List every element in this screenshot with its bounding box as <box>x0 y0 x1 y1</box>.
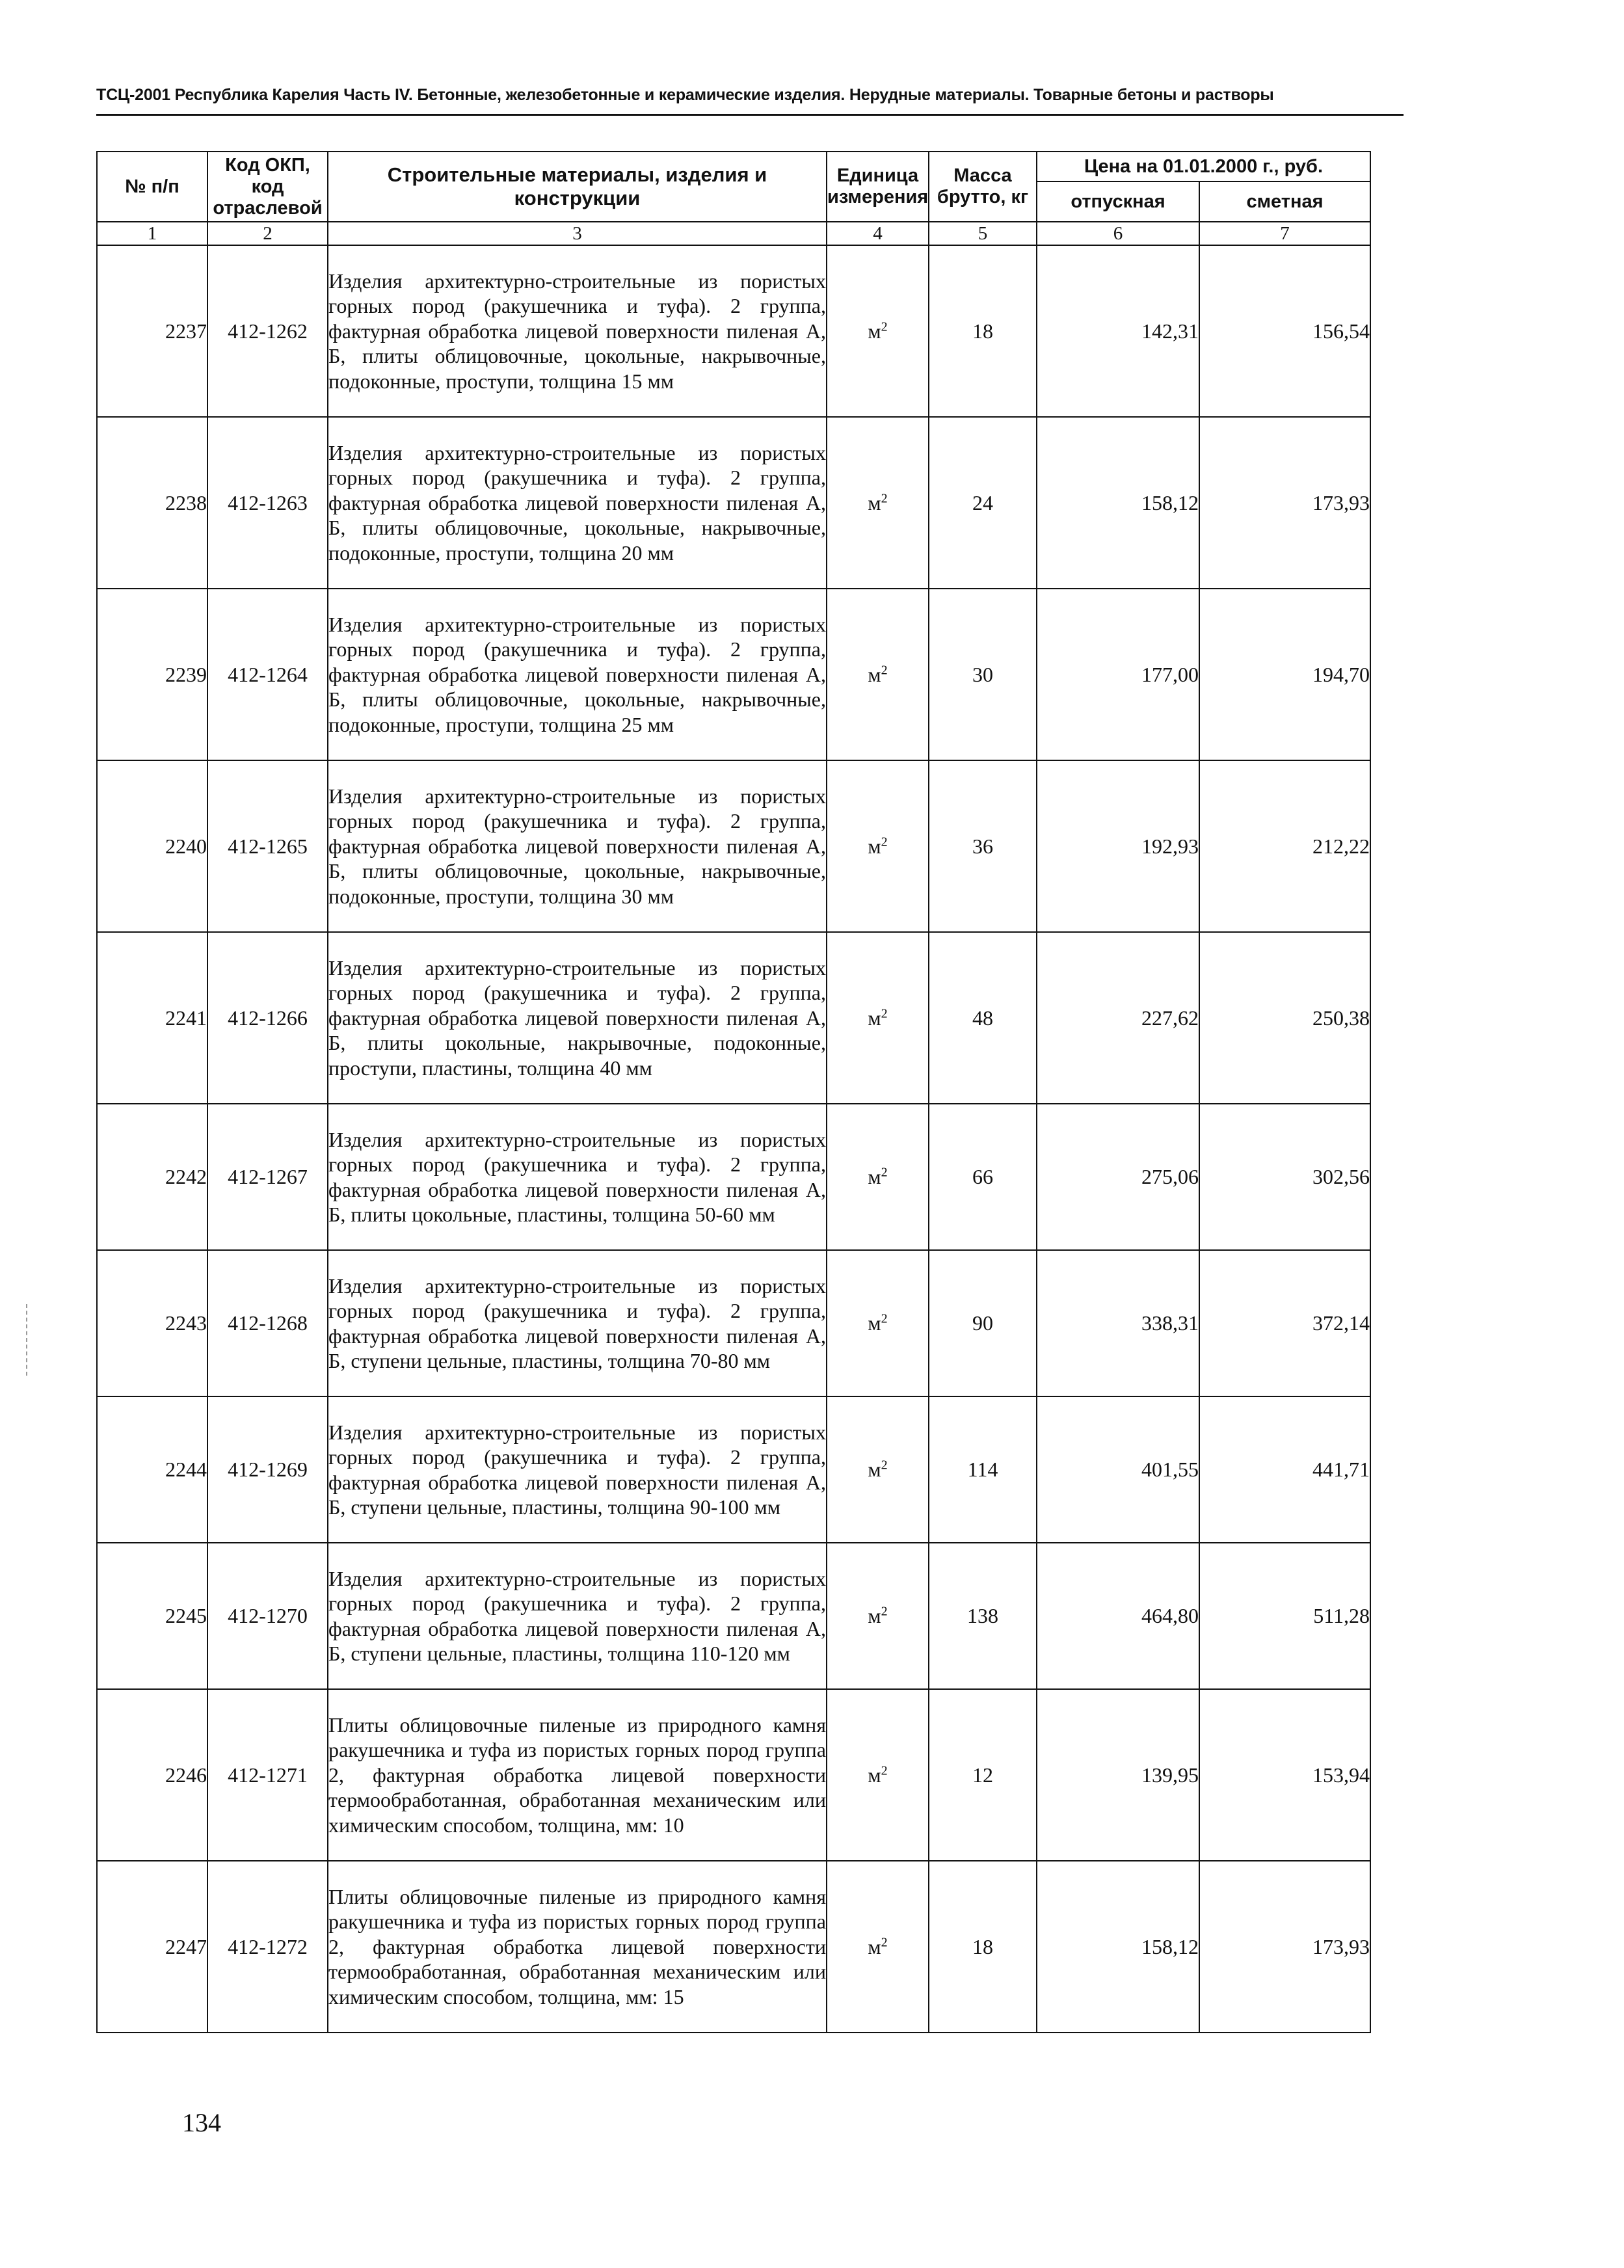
unit-exponent: 2 <box>881 1458 888 1473</box>
table-row <box>97 1543 1370 1689</box>
row-description: Изделия архитектурно-строительные из пористых горных пород (ракушечника и туфа). 2 группа, фактурная обработка лицевой поверхности пиленая А, Б, ступени цельные, пластины, толщина 70-80 мм <box>328 1250 827 1396</box>
row-unit <box>827 760 929 932</box>
row-price-release: 139,95 <box>1037 1689 1199 1861</box>
row-number: 2241 <box>97 932 207 1104</box>
row-description: Плиты облицовочные пиленые из природного камня ракушечника и туфа из пористых горных пород группа 2, фактурная обработка лицевой поверхности термообработанная, обработанная механическим или химическим способом, толщина, мм: 10 <box>328 1689 827 1861</box>
column-number: 1 <box>97 222 207 245</box>
unit-exponent: 2 <box>881 1934 888 1949</box>
row-code: 412-1270 <box>207 1543 328 1689</box>
table-row <box>97 1250 1370 1396</box>
column-number: 4 <box>827 222 929 245</box>
column-number: 2 <box>207 222 328 245</box>
row-price-estimate: 441,71 <box>1199 1396 1370 1543</box>
row-number: 2244 <box>97 1396 207 1543</box>
row-code: 412-1272 <box>207 1861 328 2033</box>
table-row <box>97 760 1370 932</box>
header-price-group: Цена на 01.01.2000 г., руб. <box>1037 152 1370 181</box>
row-price-release: 227,62 <box>1037 932 1199 1104</box>
row-price-release: 338,31 <box>1037 1250 1199 1396</box>
row-price-release: 192,93 <box>1037 760 1199 932</box>
header-row-1 <box>97 152 1370 181</box>
row-number: 2237 <box>97 245 207 417</box>
row-price-estimate: 250,38 <box>1199 932 1370 1104</box>
row-number: 2245 <box>97 1543 207 1689</box>
row-code: 412-1262 <box>207 245 328 417</box>
row-price-estimate: 156,54 <box>1199 245 1370 417</box>
row-code: 412-1269 <box>207 1396 328 1543</box>
row-price-release: 275,06 <box>1037 1104 1199 1250</box>
unit-base: м <box>868 319 881 343</box>
row-price-release: 142,31 <box>1037 245 1199 417</box>
row-number: 2238 <box>97 417 207 589</box>
row-number: 2239 <box>97 589 207 760</box>
row-unit <box>827 589 929 760</box>
unit-exponent: 2 <box>881 1165 888 1180</box>
unit-exponent: 2 <box>881 1604 888 1619</box>
row-price-estimate: 194,70 <box>1199 589 1370 760</box>
price-table <box>96 151 1371 2033</box>
row-number: 2247 <box>97 1861 207 2033</box>
row-unit <box>827 1104 929 1250</box>
table-row <box>97 417 1370 589</box>
column-number: 5 <box>929 222 1037 245</box>
row-number: 2246 <box>97 1689 207 1861</box>
row-mass: 48 <box>929 932 1037 1104</box>
row-unit <box>827 417 929 589</box>
row-mass: 90 <box>929 1250 1037 1396</box>
row-price-estimate: 212,22 <box>1199 760 1370 932</box>
row-price-estimate: 511,28 <box>1199 1543 1370 1689</box>
column-number: 6 <box>1037 222 1199 245</box>
unit-exponent: 2 <box>881 319 888 334</box>
column-number-row <box>97 222 1370 245</box>
row-code: 412-1266 <box>207 932 328 1104</box>
row-description: Изделия архитектурно-строительные из пористых горных пород (ракушечника и туфа). 2 группа, фактурная обработка лицевой поверхности пиленая А, Б, плиты облицовочные, цокольные, накрывочные, подоконные, проступи, толщина 15 мм <box>328 245 827 417</box>
row-code: 412-1263 <box>207 417 328 589</box>
row-price-estimate: 302,56 <box>1199 1104 1370 1250</box>
table-row <box>97 1396 1370 1543</box>
row-number: 2243 <box>97 1250 207 1396</box>
row-mass: 114 <box>929 1396 1037 1543</box>
row-price-release: 177,00 <box>1037 589 1199 760</box>
row-description: Изделия архитектурно-строительные из пористых горных пород (ракушечника и туфа). 2 группа, фактурная обработка лицевой поверхности пиленая А, Б, ступени цельные, пластины, толщина 90-100 мм <box>328 1396 827 1543</box>
column-number: 3 <box>328 222 827 245</box>
header-price-release: отпускная <box>1037 181 1199 222</box>
table-body <box>97 245 1370 2033</box>
row-description: Изделия архитектурно-строительные из пористых горных пород (ракушечника и туфа). 2 группа, фактурная обработка лицевой поверхности пиленая А, Б, плиты облицовочные, цокольные, накрывочные, подоконные, проступи, толщина 20 мм <box>328 417 827 589</box>
unit-exponent: 2 <box>881 1763 888 1778</box>
header-mass: Масса брутто, кг <box>929 152 1037 222</box>
unit-exponent: 2 <box>881 1311 888 1326</box>
table-row <box>97 1104 1370 1250</box>
header-code: Код ОКП, код отраслевой <box>207 152 328 222</box>
row-unit <box>827 1689 929 1861</box>
unit-exponent: 2 <box>881 662 888 677</box>
table-row <box>97 932 1370 1104</box>
row-description: Изделия архитектурно-строительные из пористых горных пород (ракушечника и туфа). 2 группа, фактурная обработка лицевой поверхности пиленая А, Б, плиты облицовочные, цокольные, накрывочные, подоконные, проступи, толщина 25 мм <box>328 589 827 760</box>
row-description: Плиты облицовочные пиленые из природного камня ракушечника и туфа из пористых горных пород группа 2, фактурная обработка лицевой поверхности термообработанная, обработанная механическим или химическим способом, толщина, мм: 15 <box>328 1861 827 2033</box>
unit-exponent: 2 <box>881 834 888 849</box>
unit-base: м <box>868 1604 881 1627</box>
table-row <box>97 1689 1370 1861</box>
row-description: Изделия архитектурно-строительные из пористых горных пород (ракушечника и туфа). 2 группа, фактурная обработка лицевой поверхности пиленая А, Б, плиты облицовочные, цокольные, накрывочные, подоконные, проступи, толщина 30 мм <box>328 760 827 932</box>
row-mass: 138 <box>929 1543 1037 1689</box>
unit-base: м <box>868 1763 881 1787</box>
row-unit <box>827 1861 929 2033</box>
row-description: Изделия архитектурно-строительные из пористых горных пород (ракушечника и туфа). 2 группа, фактурная обработка лицевой поверхности пиленая А, Б, плиты цокольные, пластины, толщина 50-60 мм <box>328 1104 827 1250</box>
header-unit: Единица измерения <box>827 152 929 222</box>
row-number: 2240 <box>97 760 207 932</box>
row-unit <box>827 1543 929 1689</box>
row-code: 412-1264 <box>207 589 328 760</box>
row-price-estimate: 173,93 <box>1199 417 1370 589</box>
table-row <box>97 1861 1370 2033</box>
row-description: Изделия архитектурно-строительные из пористых горных пород (ракушечника и туфа). 2 группа, фактурная обработка лицевой поверхности пиленая А, Б, плиты цокольные, накрывочные, подоконные, проступи, пластины, толщина 40 мм <box>328 932 827 1104</box>
row-mass: 66 <box>929 1104 1037 1250</box>
row-mass: 24 <box>929 417 1037 589</box>
unit-base: м <box>868 1311 881 1335</box>
row-unit <box>827 932 929 1104</box>
row-price-estimate: 372,14 <box>1199 1250 1370 1396</box>
running-head: ТСЦ-2001 Республика Карелия Часть IV. Бетонные, железобетонные и керамические изделия. Нерудные материалы. Товарные бетоны и растворы <box>96 86 1274 104</box>
unit-base: м <box>868 1458 881 1481</box>
row-description: Изделия архитектурно-строительные из пористых горных пород (ракушечника и туфа). 2 группа, фактурная обработка лицевой поверхности пиленая А, Б, ступени цельные, пластины, толщина 110-120 мм <box>328 1543 827 1689</box>
row-number: 2242 <box>97 1104 207 1250</box>
unit-exponent: 2 <box>881 490 888 505</box>
unit-base: м <box>868 1165 881 1188</box>
unit-base: м <box>868 1006 881 1030</box>
row-unit <box>827 245 929 417</box>
column-number: 7 <box>1199 222 1370 245</box>
row-mass: 30 <box>929 589 1037 760</box>
row-mass: 12 <box>929 1689 1037 1861</box>
row-price-release: 464,80 <box>1037 1543 1199 1689</box>
row-price-release: 401,55 <box>1037 1396 1199 1543</box>
row-code: 412-1268 <box>207 1250 328 1396</box>
row-price-release: 158,12 <box>1037 1861 1199 2033</box>
header-price-estimate: сметная <box>1199 181 1370 222</box>
header-num: № п/п <box>97 152 207 222</box>
row-price-release: 158,12 <box>1037 417 1199 589</box>
header-name: Строительные материалы, изделия и конструкции <box>328 152 827 222</box>
row-code: 412-1271 <box>207 1689 328 1861</box>
page-number: 134 <box>182 2108 221 2137</box>
row-unit <box>827 1250 929 1396</box>
row-price-estimate: 153,94 <box>1199 1689 1370 1861</box>
unit-base: м <box>868 1934 881 1958</box>
unit-exponent: 2 <box>881 1006 888 1021</box>
row-code: 412-1267 <box>207 1104 328 1250</box>
row-unit <box>827 1396 929 1543</box>
unit-base: м <box>868 490 881 514</box>
row-mass: 36 <box>929 760 1037 932</box>
row-mass: 18 <box>929 1861 1037 2033</box>
unit-base: м <box>868 834 881 858</box>
row-code: 412-1265 <box>207 760 328 932</box>
margin-mark <box>26 1304 27 1376</box>
row-price-estimate: 173,93 <box>1199 1861 1370 2033</box>
table-row <box>97 589 1370 760</box>
table-row <box>97 245 1370 417</box>
row-mass: 18 <box>929 245 1037 417</box>
unit-base: м <box>868 662 881 686</box>
header-rule <box>96 114 1404 116</box>
